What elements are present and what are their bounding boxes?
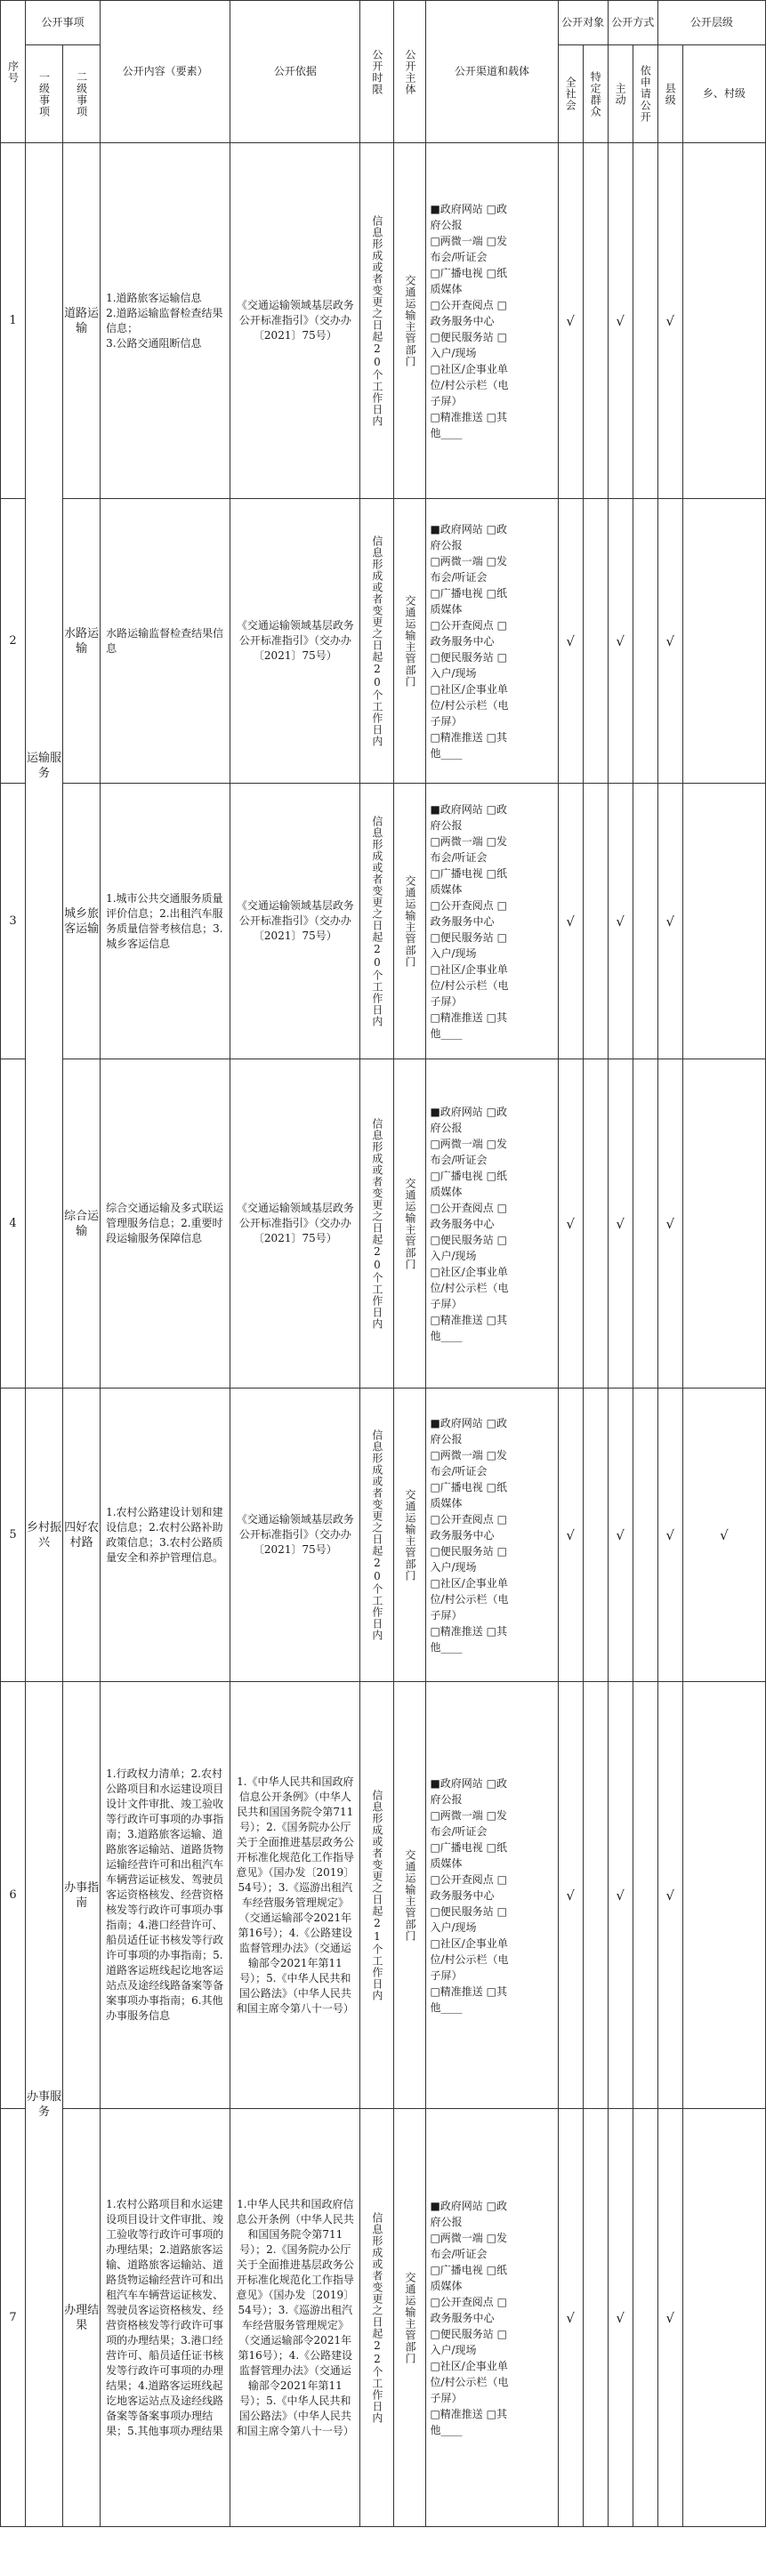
- channel-line: ■政府网站 □政: [430, 1776, 507, 1790]
- channel-cell: [426, 1059, 558, 1389]
- channel-line: 质媒体: [430, 602, 463, 616]
- channel-line: □社区/企事业单: [430, 2359, 508, 2372]
- channel-line: 入户/现场: [430, 2343, 477, 2356]
- channel-line: 质媒体: [430, 2279, 463, 2292]
- channel-line: □两微一端 □发: [430, 234, 507, 247]
- table-row: [1, 143, 766, 499]
- check-town: [682, 499, 765, 784]
- channel-line: 子屏）: [430, 714, 463, 728]
- subject-cell-text: 交通运输主管部门: [403, 2271, 416, 2364]
- check-county: √: [657, 499, 682, 784]
- level2-item: 水路运输: [63, 499, 101, 784]
- table-row: [1, 784, 766, 1059]
- channel-line: □公开查阅点 □: [430, 1201, 507, 1214]
- content-cell: 1.农村公路建设计划和建设信息；2.农村公路补助政策信息；3.农村公路质量安全和养护管理信息。: [101, 1389, 230, 1682]
- subject-cell-text: 交通运输主管部门: [403, 1488, 416, 1582]
- channel-line: 位/村公示栏（电: [430, 378, 509, 391]
- check-request: [633, 1682, 657, 2109]
- channel-line: 府公报: [430, 218, 463, 231]
- time-limit-cell: [360, 784, 394, 1059]
- check-county: √: [657, 1059, 682, 1389]
- table-row: [1, 1059, 766, 1389]
- channel-line: 位/村公示栏（电: [430, 2375, 509, 2388]
- channel-line: □两微一端 □发: [430, 1808, 507, 1822]
- level2-item: 城乡旅客运输: [63, 784, 101, 1059]
- channel-line: 他____: [430, 1640, 463, 1654]
- check-active: √: [608, 499, 633, 784]
- channel-line: 入户/现场: [430, 1920, 477, 1934]
- time-limit-cell: [360, 143, 394, 499]
- channel-line: 布会/听证会: [430, 250, 488, 263]
- check-society: √: [558, 499, 583, 784]
- check-active: √: [608, 1682, 633, 2109]
- channel-line: □便民服务站 □: [430, 930, 507, 944]
- header-items-group: 公开事项: [26, 1, 101, 45]
- channel-line: 府公报: [430, 818, 463, 832]
- channel-line: 他____: [430, 746, 463, 760]
- channel-line: □精准推送 □其: [430, 2407, 507, 2420]
- channel-line: 政务服务中心: [430, 1888, 495, 1902]
- channel-cell: [426, 784, 558, 1059]
- channel-line: 子屏）: [430, 1608, 463, 1622]
- channel-line: ■政府网站 □政: [430, 802, 507, 816]
- basis-cell: 1.中华人民共和国政府信息公开条例（中华人民共和国国务院令第711号）；2.《国务院办公厅关于全面推进基层政务公开标准化规范化工作指导意见》（国办发〔2019〕54号）；3.《巡游出租汽车经营服务管理规定》（交通运输部令2021年第16号）；4.《公路建设监督管理办法》（交通运输部令2021年第11号）；5.《中华人民共和国公路法》（中华人民共和国主席令第八十一号）: [230, 2109, 360, 2527]
- channel-line: 位/村公示栏（电: [430, 978, 509, 992]
- content-cell: 1.农村公路项目和水运建设项目设计文件审批、竣工验收等行政许可事项的办理结果；2.道路旅客运输、道路旅客运输站、道路货物运输经营许可和出租汽车车辆营运证核发、驾驶员客运资格核发、经营资格核发等行政许可事项的办理结果；3.港口经营许可、船员适任证书核发等行政许可事项的办理结果；4.道路客运班线起讫地客运站点及途经线路备案等备案事项办理结果；5.其他事项办理结果: [101, 2109, 230, 2527]
- header-level2: 二级事项: [63, 45, 101, 143]
- subject-cell: [394, 1682, 426, 2109]
- header-county: 县级: [657, 45, 682, 143]
- subject-cell-text: 交通运输主管部门: [403, 874, 416, 968]
- channel-line: □广播电视 □纸: [430, 866, 507, 880]
- channel-line: 质媒体: [430, 1856, 463, 1870]
- channel-line: □公开查阅点 □: [430, 1872, 507, 1886]
- channel-cell: [426, 2109, 558, 2527]
- channel-cell: [426, 499, 558, 784]
- channel-line: □公开查阅点 □: [430, 2295, 507, 2308]
- channel-line: ■政府网站 □政: [430, 2199, 507, 2212]
- check-specific: [583, 1389, 608, 1682]
- header-content: 公开内容（要素）: [101, 1, 230, 143]
- subject-cell: [394, 143, 426, 499]
- header-town: 乡、村级: [682, 45, 765, 143]
- channel-line: □公开查阅点 □: [430, 1512, 507, 1525]
- time-limit-cell-text: 信息形成或者变更之日起20个工作日内: [370, 815, 383, 1027]
- time-limit-cell: [360, 2109, 394, 2527]
- channel-line: 布会/听证会: [430, 1464, 488, 1477]
- channel-line: 位/村公示栏（电: [430, 1952, 509, 1966]
- check-county: √: [657, 1682, 682, 2109]
- check-specific: [583, 1059, 608, 1389]
- channel-line: 入户/现场: [430, 1249, 477, 1262]
- channel-line: 位/村公示栏（电: [430, 1592, 509, 1606]
- channel-line: □广播电视 □纸: [430, 1840, 507, 1854]
- check-town: [682, 1059, 765, 1389]
- check-society: √: [558, 143, 583, 499]
- level2-item: 办理结果: [63, 2109, 101, 2527]
- channel-line: □公开查阅点 □: [430, 898, 507, 912]
- channel-line: 政务服务中心: [430, 1528, 495, 1542]
- header-seq: 序号: [1, 1, 26, 143]
- header-method-group: 公开方式: [608, 1, 657, 45]
- check-specific: [583, 499, 608, 784]
- channel-line: ■政府网站 □政: [430, 202, 507, 215]
- table-row: [1, 2109, 766, 2527]
- basis-cell: 《交通运输领域基层政务公开标准指引》（交办办〔2021〕75号）: [230, 1059, 360, 1389]
- time-limit-cell-text: 信息形成或者变更之日起20个工作日内: [370, 535, 383, 747]
- table-row: [1, 499, 766, 784]
- channel-line: □两微一端 □发: [430, 1137, 507, 1150]
- content-cell: 综合交通运输及多式联运管理服务信息；2.重要时段运输服务保障信息: [101, 1059, 230, 1389]
- subject-cell: [394, 2109, 426, 2527]
- channel-line: □便民服务站 □: [430, 650, 507, 664]
- check-society: √: [558, 1682, 583, 2109]
- header-subject: 公开主体: [394, 1, 426, 143]
- check-specific: [583, 1682, 608, 2109]
- channel-line: □便民服务站 □: [430, 2327, 507, 2340]
- channel-line: □精准推送 □其: [430, 410, 507, 423]
- channel-line: 政务服务中心: [430, 314, 495, 327]
- check-active: √: [608, 2109, 633, 2527]
- time-limit-cell: [360, 1682, 394, 2109]
- check-specific: [583, 784, 608, 1059]
- header-time-limit: 公开时限: [360, 1, 394, 143]
- subject-cell-text: 交通运输主管部门: [403, 1848, 416, 1942]
- check-county: √: [657, 1389, 682, 1682]
- channel-line: 质媒体: [430, 1496, 463, 1509]
- subject-cell-text: 交通运输主管部门: [403, 274, 416, 367]
- channel-line: □社区/企事业单: [430, 362, 508, 375]
- check-county: √: [657, 784, 682, 1059]
- channel-line: ■政府网站 □政: [430, 1416, 507, 1429]
- channel-line: 入户/现场: [430, 946, 477, 960]
- channel-line: □便民服务站 □: [430, 1904, 507, 1918]
- check-town: [682, 784, 765, 1059]
- time-limit-cell-text: 信息形成或者变更之日起21个工作日内: [370, 1789, 383, 2001]
- channel-line: □公开查阅点 □: [430, 618, 507, 632]
- group-rural: 乡村振兴: [26, 1389, 63, 1682]
- content-cell: 1.行政权力清单；2.农村公路项目和水运建设项目设计文件审批、竣工验收等行政许可事项的办事指南；3.道路旅客运输、道路旅客运输站、道路货物运输经营许可和出租汽车车辆营运证核发、驾驶员客运资格核发、经营资格核发等行政许可事项办事指南；4.港口经营许可、船员适任证书核发等行政许可事项的办事指南；5.道路客运班线起讫地客运站点及途经线路备案等备案事项办事指南；6.其他办事服务信息: [101, 1682, 230, 2109]
- check-request: [633, 1059, 657, 1389]
- channel-line: 他____: [430, 2423, 463, 2436]
- time-limit-cell: [360, 499, 394, 784]
- row-number: 1: [1, 143, 26, 499]
- channel-line: 政务服务中心: [430, 1217, 495, 1230]
- time-limit-cell-text: 信息形成或者变更之日起20个工作日内: [370, 1117, 383, 1330]
- level2-item: 综合运输: [63, 1059, 101, 1389]
- channel-line: □社区/企事业单: [430, 1936, 508, 1950]
- channel-line: □便民服务站 □: [430, 1233, 507, 1246]
- channel-line: 子屏）: [430, 1297, 463, 1310]
- header-level1: 一级事项: [26, 45, 63, 143]
- table-row: [1, 1389, 766, 1682]
- channel-line: 位/村公示栏（电: [430, 1281, 509, 1294]
- header-basis: 公开依据: [230, 1, 360, 143]
- row-number: 7: [1, 2109, 26, 2527]
- check-request: [633, 143, 657, 499]
- channel-line: 布会/听证会: [430, 1824, 488, 1838]
- check-society: √: [558, 1059, 583, 1389]
- check-county: √: [657, 143, 682, 499]
- channel-line: □精准推送 □其: [430, 1984, 507, 1998]
- channel-line: ■政府网站 □政: [430, 1105, 507, 1118]
- channel-line: 布会/听证会: [430, 570, 488, 584]
- header-specific: 特定群众: [583, 45, 608, 143]
- channel-line: 布会/听证会: [430, 2247, 488, 2260]
- channel-line: □两微一端 □发: [430, 2231, 507, 2244]
- check-request: [633, 2109, 657, 2527]
- level2-item: 道路运输: [63, 143, 101, 499]
- level2-item: 办事指南: [63, 1682, 101, 2109]
- check-request: [633, 784, 657, 1059]
- row-number: 2: [1, 499, 26, 784]
- channel-line: □便民服务站 □: [430, 330, 507, 343]
- basis-cell: 《交通运输领域基层政务公开标准指引》（交办办〔2021〕75号）: [230, 784, 360, 1059]
- channel-line: □精准推送 □其: [430, 1010, 507, 1024]
- basis-cell: 《交通运输领域基层政务公开标准指引》（交办办〔2021〕75号）: [230, 143, 360, 499]
- header-society: 全社会: [558, 45, 583, 143]
- channel-line: □广播电视 □纸: [430, 266, 507, 279]
- channel-line: □两微一端 □发: [430, 1448, 507, 1461]
- channel-line: □便民服务站 □: [430, 1544, 507, 1558]
- check-society: √: [558, 784, 583, 1059]
- check-active: √: [608, 1389, 633, 1682]
- basis-cell: 《交通运输领域基层政务公开标准指引》（交办办〔2021〕75号）: [230, 1389, 360, 1682]
- check-town: [682, 143, 765, 499]
- channel-line: 入户/现场: [430, 666, 477, 680]
- channel-line: □社区/企事业单: [430, 1576, 508, 1590]
- channel-line: 子屏）: [430, 994, 463, 1008]
- level2-item: 四好农村路: [63, 1389, 101, 1682]
- basis-cell: 《交通运输领域基层政务公开标准指引》（交办办〔2021〕75号）: [230, 499, 360, 784]
- channel-line: 他____: [430, 426, 463, 439]
- header-active: 主动: [608, 45, 633, 143]
- channel-line: 位/村公示栏（电: [430, 698, 509, 712]
- table-row: [1, 1682, 766, 2109]
- row-number: 3: [1, 784, 26, 1059]
- channel-line: 政务服务中心: [430, 2311, 495, 2324]
- row-number: 5: [1, 1389, 26, 1682]
- header-audience-group: 公开对象: [558, 1, 608, 45]
- channel-line: 布会/听证会: [430, 1153, 488, 1166]
- subject-cell: [394, 499, 426, 784]
- group-transport: 运输服务: [26, 143, 63, 1389]
- channel-line: □广播电视 □纸: [430, 1169, 507, 1182]
- channel-line: 质媒体: [430, 1185, 463, 1198]
- channel-line: 府公报: [430, 1121, 463, 1134]
- subject-cell-text: 交通运输主管部门: [403, 594, 416, 688]
- row-number: 4: [1, 1059, 26, 1389]
- channel-line: 入户/现场: [430, 1560, 477, 1574]
- check-town: √: [682, 1389, 765, 1682]
- content-cell: 1.城市公共交通服务质量评价信息；2.出租汽车服务质量信誉考核信息；3.城乡客运信息: [101, 784, 230, 1059]
- channel-line: □广播电视 □纸: [430, 1480, 507, 1493]
- channel-line: 府公报: [430, 538, 463, 551]
- check-active: √: [608, 784, 633, 1059]
- header-level-group: 公开层级: [657, 1, 765, 45]
- check-specific: [583, 2109, 608, 2527]
- content-cell: 水路运输监督检查结果信息: [101, 499, 230, 784]
- channel-line: □精准推送 □其: [430, 1313, 507, 1326]
- channel-line: 子屏）: [430, 1968, 463, 1982]
- channel-line: ■政府网站 □政: [430, 522, 507, 535]
- channel-line: □社区/企事业单: [430, 962, 508, 976]
- channel-line: 他____: [430, 1329, 463, 1342]
- channel-line: 府公报: [430, 1432, 463, 1445]
- channel-line: □社区/企事业单: [430, 682, 508, 696]
- channel-line: 子屏）: [430, 2391, 463, 2404]
- channel-line: 子屏）: [430, 394, 463, 407]
- check-town: [682, 1682, 765, 2109]
- channel-line: □社区/企事业单: [430, 1265, 508, 1278]
- channel-line: 府公报: [430, 1792, 463, 1806]
- channel-cell: [426, 143, 558, 499]
- channel-line: 入户/现场: [430, 346, 477, 359]
- check-active: √: [608, 1059, 633, 1389]
- header-channel: 公开渠道和载体: [426, 1, 558, 143]
- channel-line: 他____: [430, 2000, 463, 2014]
- check-request: [633, 499, 657, 784]
- channel-line: □两微一端 □发: [430, 554, 507, 568]
- group-affairs: 办事服务: [26, 1682, 63, 2527]
- channel-cell: [426, 1682, 558, 2109]
- channel-line: 质媒体: [430, 882, 463, 896]
- check-society: √: [558, 1389, 583, 1682]
- check-active: √: [608, 143, 633, 499]
- time-limit-cell: [360, 1059, 394, 1389]
- header-request: 依申请公开: [633, 45, 657, 143]
- time-limit-cell: [360, 1389, 394, 1682]
- channel-line: 质媒体: [430, 282, 463, 295]
- channel-line: 政务服务中心: [430, 914, 495, 928]
- channel-line: □公开查阅点 □: [430, 298, 507, 311]
- basis-cell: 1.《中华人民共和国政府信息公开条例》（中华人民共和国国务院令第711号）；2.《国务院办公厅关于全面推进基层政务公开标准化规范化工作指导意见》（国办发〔2019〕54号）；3.《巡游出租汽车经营服务管理规定》（交通运输部令2021年第16号）；4.《公路建设监督管理办法》（交通运输部令2021年第11号）；5.《中华人民共和国公路法》（中华人民共和国主席令第八十一号）: [230, 1682, 360, 2109]
- time-limit-cell-text: 信息形成或者变更之日起20个工作日内: [370, 1429, 383, 1641]
- row-number: 6: [1, 1682, 26, 2109]
- channel-line: 政务服务中心: [430, 634, 495, 648]
- subject-cell-text: 交通运输主管部门: [403, 1177, 416, 1270]
- check-county: √: [657, 2109, 682, 2527]
- content-cell: 1.道路旅客运输信息 2.道路运输监督检查结果信息； 3.公路交通阻断信息: [101, 143, 230, 499]
- channel-line: 府公报: [430, 2215, 463, 2228]
- check-request: [633, 1389, 657, 1682]
- channel-line: □两微一端 □发: [430, 834, 507, 848]
- subject-cell: [394, 1389, 426, 1682]
- channel-line: □广播电视 □纸: [430, 586, 507, 600]
- channel-line: 布会/听证会: [430, 850, 488, 864]
- channel-line: □广播电视 □纸: [430, 2263, 507, 2276]
- subject-cell: [394, 1059, 426, 1389]
- subject-cell: [394, 784, 426, 1059]
- check-society: √: [558, 2109, 583, 2527]
- check-town: [682, 2109, 765, 2527]
- check-specific: [583, 143, 608, 499]
- time-limit-cell-text: 信息形成或者变更之日起20个工作日内: [370, 214, 383, 427]
- channel-line: □精准推送 □其: [430, 1624, 507, 1638]
- channel-line: 他____: [430, 1026, 463, 1040]
- channel-cell: [426, 1389, 558, 1682]
- channel-line: □精准推送 □其: [430, 730, 507, 744]
- time-limit-cell-text: 信息形成或者变更之日起22个工作日内: [370, 2211, 383, 2424]
